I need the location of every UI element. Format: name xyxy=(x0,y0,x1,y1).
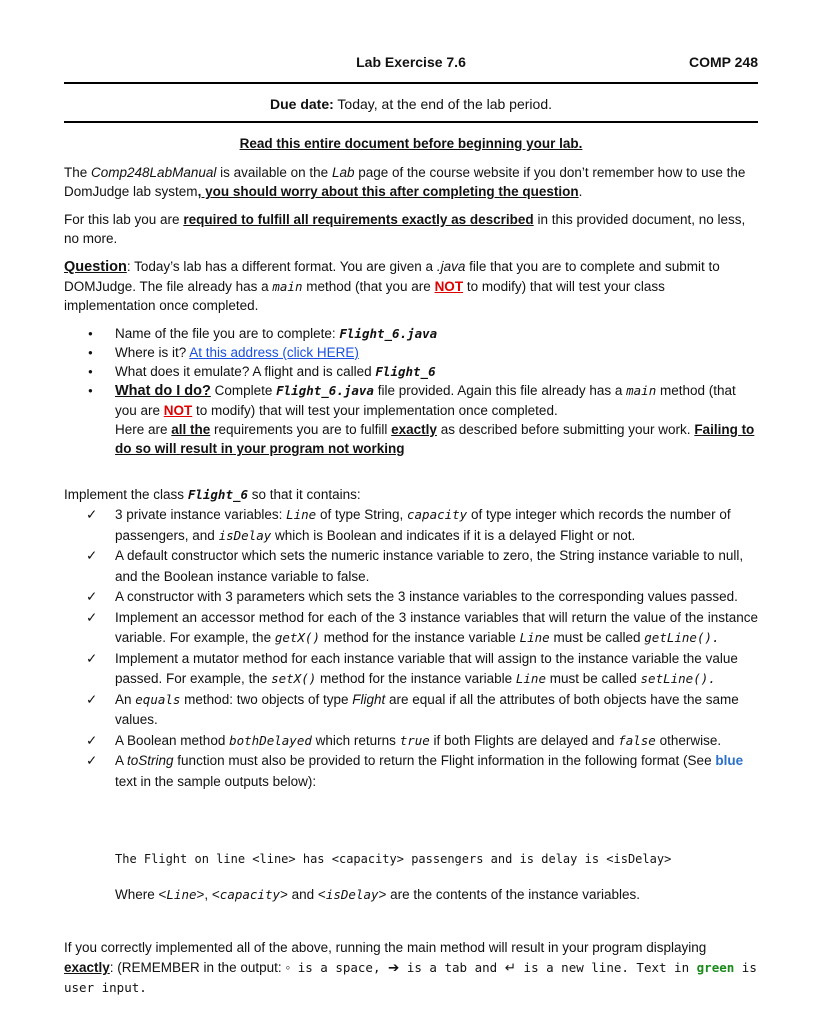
bottom-rule xyxy=(64,121,758,123)
lab-manual-name: Comp248LabManual xyxy=(91,165,217,180)
text: : Today’s lab has a different format. You are given a xyxy=(126,259,437,274)
java-ext: .java xyxy=(436,259,466,274)
text: Implement an accessor method for each of the 3 instance variables that will return the value of the instance variable. For example, the xyxy=(115,609,758,645)
text: Complete xyxy=(210,383,277,398)
text: file provided. Again this file already has a xyxy=(373,383,627,398)
code-token: bothDelayed xyxy=(229,732,312,748)
text: as described before submitting your work. xyxy=(436,422,695,437)
text: A Boolean method xyxy=(115,732,230,748)
check-icon: ✓ xyxy=(86,691,98,707)
code-token: isDelay xyxy=(218,527,272,543)
code-token: Line xyxy=(166,887,197,902)
question-label: Question xyxy=(64,259,127,275)
text: >, < xyxy=(196,887,220,902)
course-code: COMP 248 xyxy=(689,54,758,70)
text: For this lab you are xyxy=(64,212,184,227)
code-token: capacity xyxy=(219,887,281,902)
format-explanation xyxy=(115,887,640,902)
class-name: Flight_6 xyxy=(187,487,249,502)
list-item xyxy=(86,690,758,731)
text: Implement a mutator method for each instance variable that will assign to the instance variable the value passed. For example, the xyxy=(115,650,738,686)
text: of type String, xyxy=(316,507,407,522)
text: if both Flights are delayed and xyxy=(429,732,619,748)
code-token: false xyxy=(618,732,656,748)
code-token: true xyxy=(399,732,430,748)
text: An xyxy=(115,691,136,707)
type-name: Flight xyxy=(352,691,386,707)
text: is available on the xyxy=(216,165,332,180)
text: What does it emulate? A flight and is called xyxy=(115,364,376,379)
requirements-checklist xyxy=(86,505,758,792)
lab-page-name: Lab xyxy=(331,165,355,180)
text: is a tab xyxy=(399,960,475,975)
list-item xyxy=(86,649,758,690)
main-method: main xyxy=(626,383,657,398)
lab-title: Lab Exercise 7.6 xyxy=(356,54,466,70)
text: A default constructor which sets the numeric instance variable to zero, the String instance variable to null, and the Boolean instance variable to false. xyxy=(115,548,744,584)
emphasis-text: required to fulfill all requirements exactly as described xyxy=(183,212,534,227)
text: . xyxy=(578,184,583,199)
text: A xyxy=(115,753,128,768)
emphasis-text: exactly xyxy=(391,422,437,437)
text: Where < xyxy=(115,887,167,902)
emphasis-text: all the xyxy=(171,422,211,437)
newline-symbol-icon: ↵ xyxy=(504,960,517,975)
text: method (that you are xyxy=(302,279,435,294)
text: Where is it? xyxy=(115,345,190,360)
bullet-list xyxy=(88,324,758,458)
file-name: Flight_6.java xyxy=(276,383,374,398)
list-item xyxy=(86,505,758,546)
text: which returns xyxy=(311,732,400,748)
list-item xyxy=(88,381,758,458)
text: Implement the class xyxy=(64,487,188,502)
text: If you correctly implemented all of the above, running the main method will result in your program displaying xyxy=(64,940,707,955)
text: is a new line. Text in xyxy=(516,960,697,975)
document-header xyxy=(64,54,758,74)
text: A constructor with 3 parameters which sets the 3 instance variables to the corresponding values passed. xyxy=(115,589,738,604)
code-token: capacity xyxy=(407,507,468,522)
text: to modify) that will test your class implementation once completed. xyxy=(64,279,665,313)
check-icon: ✓ xyxy=(86,650,98,666)
space-symbol-icon: ◦ xyxy=(285,960,291,975)
check-icon: ✓ xyxy=(86,548,98,563)
blue-word: blue xyxy=(715,753,744,768)
list-item xyxy=(86,608,758,649)
text: which is Boolean and indicates if it is a delayed Flight or not. xyxy=(271,527,636,543)
code-token: getLine(). xyxy=(644,630,720,645)
file-name: Flight_6.java xyxy=(339,326,438,341)
text: file that you are to complete and submit to DOMJudge. The file already has a xyxy=(64,259,720,294)
code-token: setLine(). xyxy=(640,671,716,686)
text: method: two objects of type xyxy=(180,691,353,707)
text: method (that you are xyxy=(115,383,736,418)
text: requirements you are to fulfill xyxy=(210,422,392,437)
text: Here are xyxy=(115,422,172,437)
tostring-format: The Flight on line <line> has <capacity> passengers and is delay is <isDelay> xyxy=(115,852,672,866)
paragraph-requirements xyxy=(64,210,758,248)
check-icon: ✓ xyxy=(86,589,98,604)
code-token: Line xyxy=(519,630,550,645)
failing-warning: Failing to do so will result in your program not working xyxy=(115,422,755,456)
text: otherwise. xyxy=(655,732,722,748)
final-paragraph xyxy=(64,938,758,998)
green-word: green xyxy=(696,960,735,975)
read-notice: Read this entire document before beginning your lab. xyxy=(239,136,583,151)
text: > and < xyxy=(280,887,326,902)
class-name: Flight_6 xyxy=(375,364,436,379)
list-item xyxy=(86,731,758,752)
code-token: Line xyxy=(515,671,546,686)
text: of type integer which records the number of passengers, and xyxy=(115,507,731,543)
list-item xyxy=(88,343,758,362)
code-token: setX() xyxy=(271,671,317,686)
text: text in the sample outputs below): xyxy=(115,773,317,789)
emphasis-text: , you should worry about this after completing the question xyxy=(197,184,579,199)
check-icon: ✓ xyxy=(86,753,98,768)
text: so that it contains: xyxy=(248,487,361,502)
text: is a space, xyxy=(290,960,389,975)
due-text: Today, at the end of the lab period. xyxy=(333,96,552,112)
check-icon: ✓ xyxy=(86,609,98,625)
tab-arrow-icon: ➔ xyxy=(388,960,400,975)
text: Name of the file you are to complete: xyxy=(115,326,340,341)
text: page of the course website if you don’t remember how to use the DomJudge lab system xyxy=(64,165,746,199)
text: in this provided document, no less, no more. xyxy=(64,212,746,246)
implement-intro xyxy=(64,485,758,504)
exactly-emphasis: exactly xyxy=(64,960,110,975)
list-item xyxy=(88,324,758,343)
text: must be called xyxy=(545,671,641,686)
check-icon: ✓ xyxy=(86,732,98,748)
file-link[interactable]: At this address (click HERE) xyxy=(189,345,359,360)
not-emphasis: NOT xyxy=(434,279,464,294)
what-do-i-do: What do I do? xyxy=(115,383,211,399)
text: The xyxy=(64,165,92,180)
due-label: Due date: xyxy=(270,96,334,112)
text: and xyxy=(474,960,505,975)
text: method for the instance variable xyxy=(319,630,520,645)
text: are equal if all the attributes of both objects have the same values. xyxy=(115,691,739,727)
due-date xyxy=(64,96,758,112)
main-method: main xyxy=(272,279,303,294)
text: to modify) that will test your implementation once completed. xyxy=(192,403,558,418)
list-item xyxy=(86,751,758,792)
text: 3 private instance variables: xyxy=(115,507,287,522)
paragraph-question xyxy=(64,257,758,315)
text: method for the instance variable xyxy=(316,671,516,686)
code-token: getX() xyxy=(274,630,320,645)
code-token: equals xyxy=(135,691,181,707)
paragraph-lab-manual xyxy=(64,163,758,201)
list-item xyxy=(88,362,758,381)
text: function must also be provided to return the Flight information in the following format (See xyxy=(173,753,716,768)
code-token: isDelay xyxy=(325,887,379,902)
check-icon: ✓ xyxy=(86,507,98,522)
list-item xyxy=(86,546,758,587)
text: must be called xyxy=(549,630,645,645)
list-item xyxy=(86,587,758,608)
code-token: Line xyxy=(286,507,317,522)
not-emphasis: NOT xyxy=(163,403,193,418)
text: : (REMEMBER in the output: xyxy=(109,960,286,975)
text: is user input. xyxy=(64,960,757,995)
type-name: toString xyxy=(127,753,174,768)
top-rule xyxy=(64,82,758,84)
text: > are the contents of the instance variables. xyxy=(378,887,641,902)
